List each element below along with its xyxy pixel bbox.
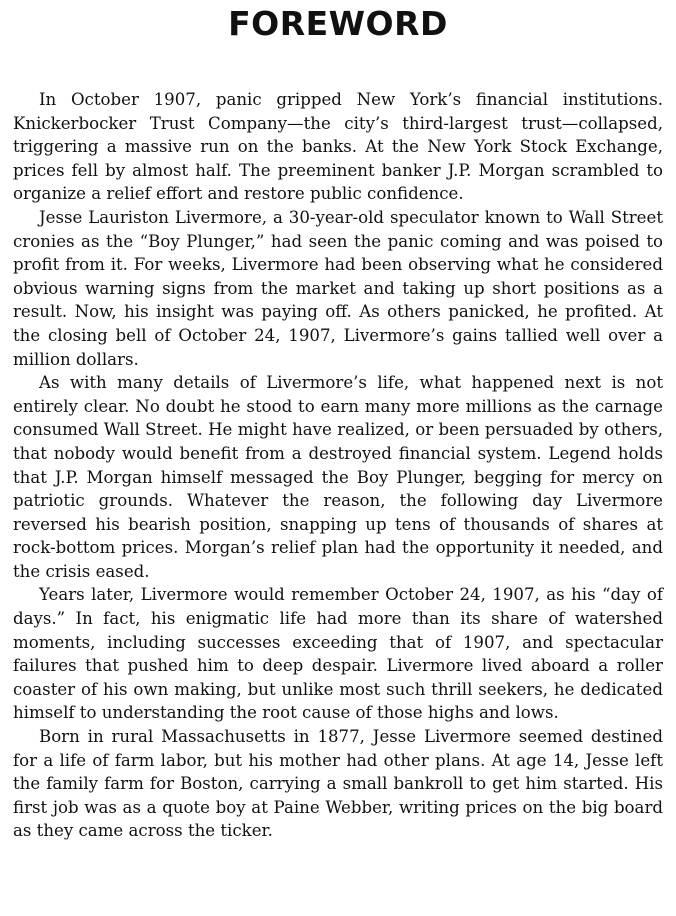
paragraph-2: Jesse Lauriston Livermore, a 30-year-old speculator known to Wall Street cronies as the “Boy Plunger,” had seen the panic coming and was poised to profit from it. For weeks, Livermore had been observing what he considered obvious warning signs from the market and taking up short positions as a result. Now, his insight was paying off. As others panicked, he profited. At the closing bell of October 24, 1907, Livermore’s gains tallied well over a million dollars. — [13, 207, 663, 369]
foreword-body — [13, 88, 663, 843]
page-title: FOREWORD — [228, 4, 448, 43]
paragraph-5: Born in rural Massachusetts in 1877, Jesse Livermore seemed destined for a life of farm labor, but his mother had other plans. At age 14, Jesse left the family farm for Boston, carrying a small bankroll to get him started. His first job was as a quote boy at Paine Webber, writing prices on the big board as they came across the ticker. — [13, 727, 663, 841]
paragraph-1: In October 1907, panic gripped New York’s financial institutions. Knickerbocker Trust Company—the city’s third-largest trust—collapsed, triggering a massive run on the banks. At the New York Stock Exchange, prices fell by almost half. The preeminent banker J.P. Morgan scrambled to organize a relief effort and restore public confidence. — [13, 90, 663, 204]
paragraph-4: Years later, Livermore would remember October 24, 1907, as his “day of days.” In fact, his enigmatic life had more than its share of watershed moments, including successes exceeding that of 1907, and spectacular failures that pushed him to deep despair. Livermore lived aboard a roller coaster of his own making, but unlike most such thrill seekers, he dedicated himself to understanding the root cause of those highs and lows. — [13, 585, 663, 723]
paragraph-3: As with many details of Livermore’s life, what happened next is not entirely clear. No doubt he stood to earn many more millions as the carnage consumed Wall Street. He might have realized, or been persuaded by others, that nobody would benefit from a destroyed financial system. Legend holds that J.P. Morgan himself messaged the Boy Plunger, begging for mercy on patriotic grounds. Whatever the reason, the following day Livermore reversed his bearish position, snapping up tens of thousands of shares at rock-bottom prices. Morgan’s relief plan had the opportunity it needed, and the crisis eased. — [13, 373, 663, 581]
